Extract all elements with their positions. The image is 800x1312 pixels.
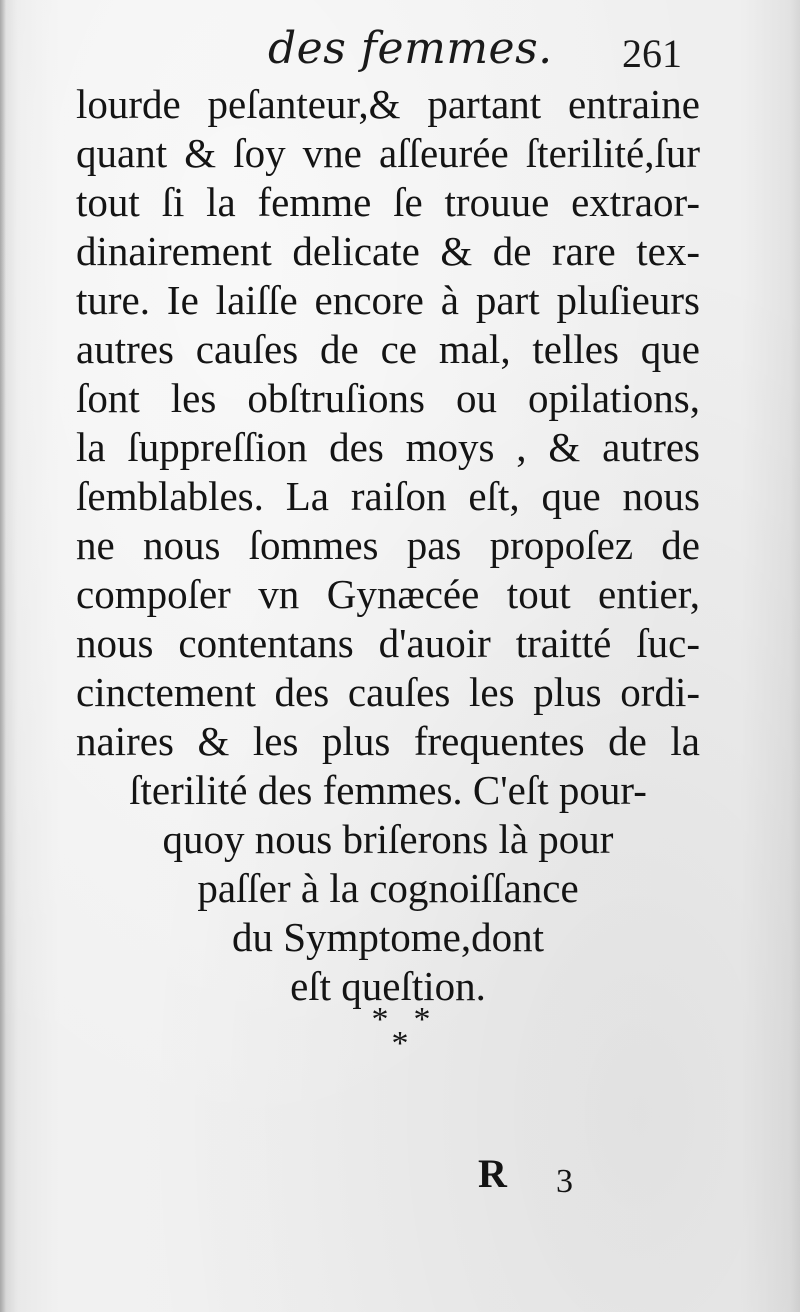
text-line: paſſer à la cognoiſſance — [197, 865, 579, 911]
text-line: tout ſi la femme ſe trouue extraor- — [76, 179, 700, 225]
text-line: du Symptome,dont — [231, 914, 545, 960]
text-line: autres cauſes de ce mal, telles que — [76, 326, 700, 372]
text-line: ſterilité des femmes. C'eſt pour- — [129, 767, 647, 813]
text-line: la ſuppreſſion des moys , & autres — [76, 424, 700, 470]
page-number: 261 — [622, 31, 682, 76]
text-line: lourde peſanteur,& partant entraine — [76, 81, 700, 127]
text-line: quant & ſoy vne aſſeurée ſterilité,ſur — [76, 130, 700, 176]
text-line: ture. Ie laiſſe encore à part pluſieurs — [76, 277, 700, 323]
svg-text:*: * — [391, 1025, 409, 1060]
text-line: ſemblables. La raiſon eſt, que nous — [76, 473, 700, 519]
tapered-paragraph-end — [76, 766, 700, 1011]
svg-text:*: * — [413, 1001, 431, 1038]
text-line: ſont les obſtruſions ou opilations, — [76, 375, 700, 421]
svg-text:*: * — [371, 1001, 389, 1038]
text-line: compoſer vn Gynæcée tout entier, — [76, 571, 700, 617]
text-line: dinairement delicate & de rare tex- — [76, 228, 700, 274]
running-head — [0, 20, 800, 80]
text-line: quoy nous briſerons là pour — [162, 816, 614, 862]
asterism-icon — [350, 1000, 450, 1060]
body-text — [76, 80, 700, 766]
text-line: naires & les plus frequentes de la — [76, 718, 700, 764]
text-line: eſt queſtion. — [290, 963, 486, 1009]
signature-mark-letter: R — [478, 1151, 507, 1196]
text-line: nous contentans d'auoir traitté ſuc- — [76, 620, 700, 666]
text-line: cinctement des cauſes les plus ordi- — [76, 669, 700, 715]
page-edge-shadow — [0, 0, 6, 1312]
signature-mark-number: 3 — [556, 1163, 573, 1200]
text-line: ne nous ſommes pas propoſez de — [76, 522, 700, 568]
running-head-title: des femmes. — [268, 23, 553, 74]
